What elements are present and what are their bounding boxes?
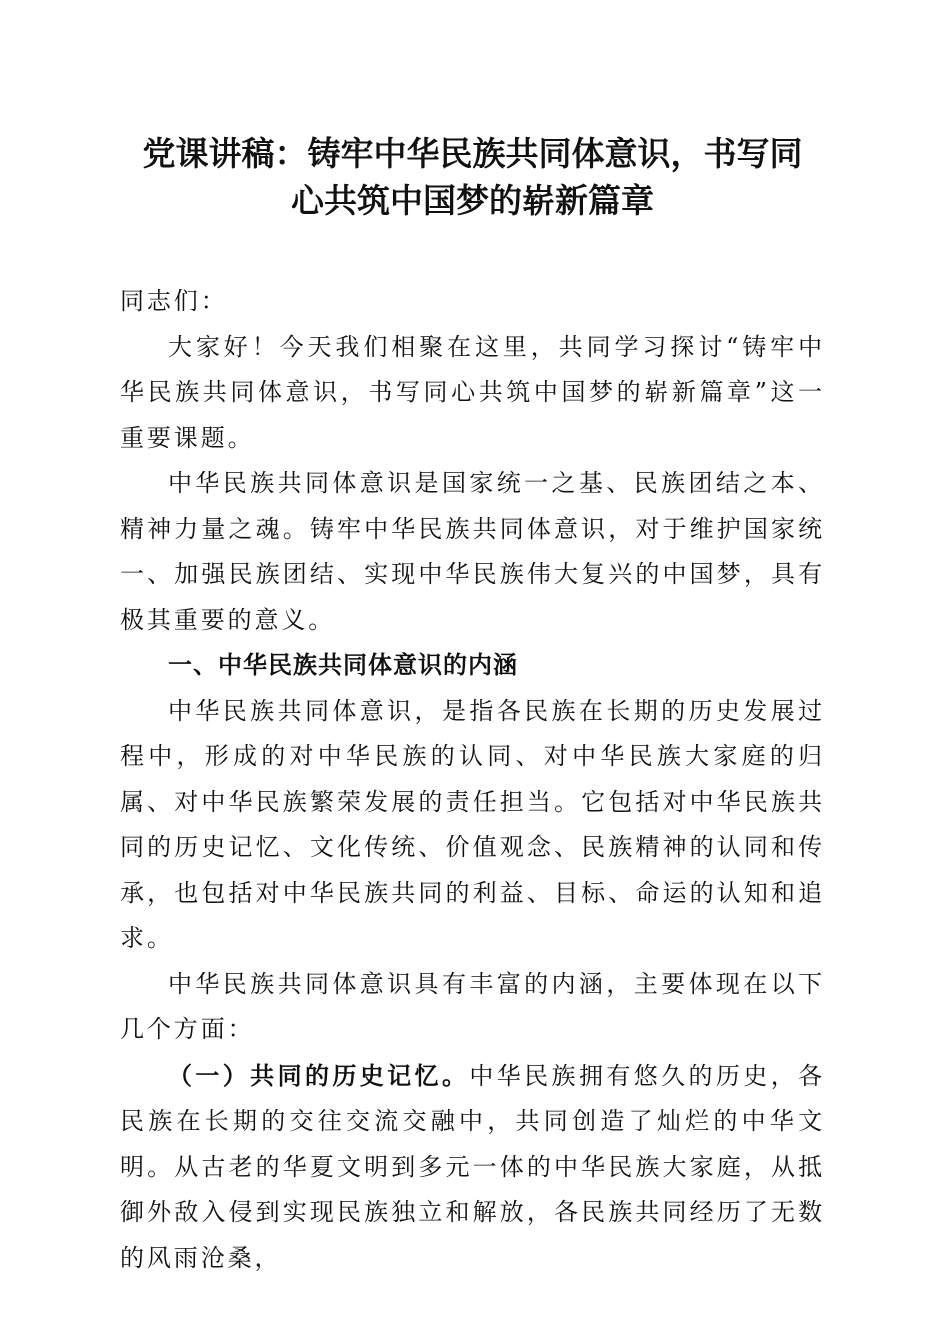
document-page <box>120 130 825 1281</box>
paragraph-subsection-1 <box>120 1053 825 1282</box>
title-line-1: 党课讲稿：铸牢中华民族共同体意识，书写同 <box>142 134 803 173</box>
paragraph-intro: 大家好！今天我们相聚在这里，共同学习探讨“铸牢中华民族共同体意识，书写同心共筑中国梦的崭新篇章”这一重要课题。 <box>120 332 825 452</box>
paragraph-aspects: 中华民族共同体意识具有丰富的内涵，主要体现在以下几个方面： <box>120 969 825 1043</box>
section-heading-1: 一、中华民族共同体意识的内涵 <box>168 651 518 679</box>
salutation: 同志们： <box>120 287 228 315</box>
subsection-1-text: 中华民族拥有悠久的历史，各民族在长期的交往交流交融中，共同创造了灿烂的中华文明。从古老的华夏文明到多元一体的中华民族大家庭，从抵御外敌入侵到实现民族独立和解放，各民族共同经历了无数的风雨沧桑， <box>120 1061 826 1272</box>
paragraph-significance: 中华民族共同体意识是国家统一之基、民族团结之本、精神力量之魂。铸牢中华民族共同体意识，对于维护国家统一、加强民族团结、实现中华民族伟大复兴的中国梦，具有极其重要的意义。 <box>120 469 825 634</box>
subsection-1-heading: （一）共同的历史记忆。 <box>168 1060 470 1090</box>
title-line-2: 心共筑中国梦的崭新篇章 <box>291 181 654 220</box>
document-title <box>120 130 825 224</box>
document-body <box>120 279 825 1281</box>
paragraph-definition: 中华民族共同体意识，是指各民族在长期的历史发展过程中，形成的对中华民族的认同、对中华民族大家庭的归属、对中华民族繁荣发展的责任担当。它包括对中华民族共同的历史记忆、文化传统、价值观念、民族精神的认同和传承，也包括对中华民族共同的利益、目标、命运的认知和追求。 <box>120 696 825 952</box>
